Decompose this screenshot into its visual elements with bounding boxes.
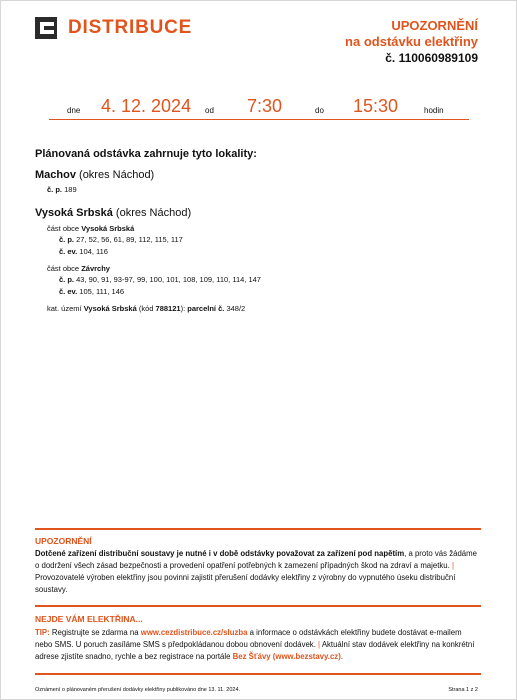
location-machov [35,169,154,181]
part1-evidence-numbers: č. ev. 104, 116 [59,247,108,256]
location-name: Vysoká Srbská [35,207,113,219]
part2-evidence-numbers: č. ev. 105, 111, 146 [59,287,125,296]
outage-date: 4. 12. 2024 [101,96,192,116]
location-district: (okres Náchod) [75,169,155,181]
cez-logo [35,17,192,39]
cadastre-parcel: kat. území Vysoká Srbská (kód 788121): parcelní č. 348/2 [47,304,246,313]
location-vysoka-srbska [35,207,191,219]
location-district: (okres Náchod) [112,207,192,219]
divider [35,673,481,675]
localities-intro: Plánovaná odstávka zahrnuje tyto lokality: [35,148,257,160]
outage-start-time: 7:30 [247,96,283,116]
footer-publication-note: Oznámení o plánovaném přerušení dodávky elektřiny publikováno dne 13. 11. 2024. [35,687,241,693]
outage-date-row [49,94,469,120]
part2-house-numbers: č. p. 43, 90, 91, 93-97, 99, 100, 101, 108, 109, 110, 114, 147 [59,275,261,284]
part-vysoka-srbska: část obce Vysoká Srbská [47,224,135,233]
to-label: do [315,106,324,115]
hours-label: hodin [424,106,444,115]
notice-title: UPOZORNĚNÍ [391,18,478,33]
part1-house-numbers: č. p. 27, 52, 56, 61, 89, 112, 115, 117 [59,235,183,244]
notice-subtitle: na odstávku elektřiny [345,34,478,49]
divider [35,605,481,607]
cez-logo-icon [35,17,57,39]
part-zavrchy: část obce Závrchy [47,264,110,273]
cezdistribuce-link[interactable]: www.cezdistribuce.cz/sluzba [140,628,248,637]
notice-number: č. 110060989109 [385,51,478,65]
warning-text: Dotčené zařízení distribuční soustavy je nutné i v době odstávky považovat za zařízení pod napětím, a proto vás žádáme o dodržení všech zásad bezpečnosti a provedení opatření potřebných k zamezení případných škod na zdraví a majetku. | Provozovatelé výroben elektřiny jsou povinni zajistit přerušení dodávky elektřiny z výrobny do vypnutého úseku distribuční soustavy. [35,549,477,594]
day-label: dne [67,106,81,115]
info-heading: NEJDE VÁM ELEKTŘINA... [35,614,143,624]
outage-end-time: 15:30 [353,96,399,116]
from-label: od [205,106,214,115]
divider [35,528,481,530]
bezstavy-link[interactable]: Bez Šťávy (www.bezstavy.cz) [232,652,341,661]
info-text: TIP: Registrujte se zdarma na www.cezdistribuce.cz/sluzba a informace o odstávkách elektřiny budete dostávat e-mailem nebo SMS. U poruch zasíláme SMS s předpokládanou dobou obnovení dodávek. | Aktuální stav dodávek elektřiny na konkrétní adrese zjistíte snadno, rychle a bez registrace na portále Bez Šťávy (www.bezstavy.cz). [35,628,475,661]
footer-page-number: Strana 1 z 2 [448,687,478,693]
brand-name: DISTRIBUCE [68,17,193,38]
location-name: Machov [35,169,76,181]
warning-heading: UPOZORNĚNÍ [35,536,92,546]
notice-header [345,18,478,67]
machov-house-numbers: č. p. 189 [47,185,77,194]
